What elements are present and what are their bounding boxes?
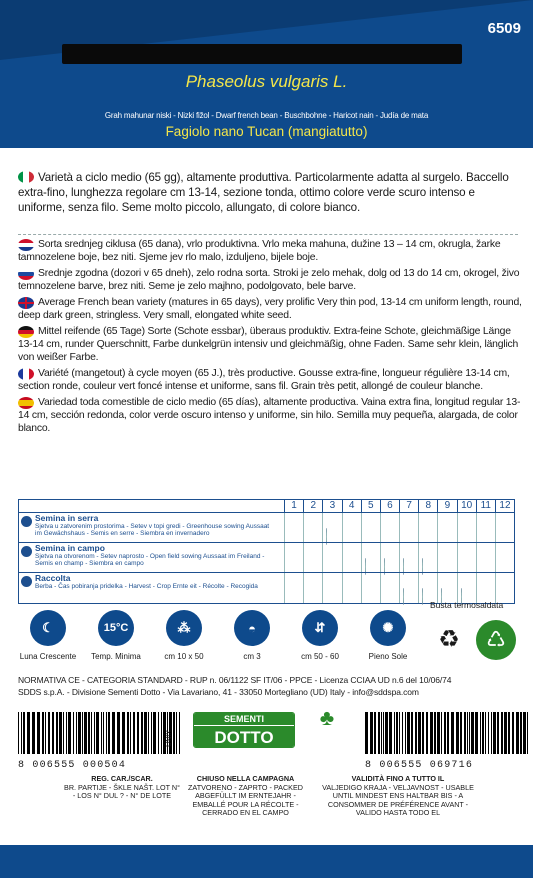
barcode-bar <box>523 712 526 754</box>
barcode-bar <box>91 712 92 754</box>
barcode-left <box>18 712 181 754</box>
calendar-cell <box>284 513 303 542</box>
hang-slot <box>62 44 462 64</box>
calendar-row-field: Semina in campo Sjetva na otvorenom - Setev naprosto - Open field sowing Aussaat im Freiland - Semis en champ - Siembra en campo <box>19 542 514 572</box>
barcode-bar <box>96 712 99 754</box>
icon-item: ✺ Pieno Sole <box>358 610 418 665</box>
clover-icon: ♣ <box>319 705 335 730</box>
calendar-cell <box>437 513 456 542</box>
barcode-bar <box>488 712 489 754</box>
barcode-bar <box>176 712 177 754</box>
barcode-bar <box>52 712 54 754</box>
translation-sl: Srednje zgodna (dozori v 65 dneh), zelo rodna sorta. Stroki je zelo mehak, dolg od 13 do 14 cm, okrogel, živo temnozelene barve, brez niti. Seme je zelo majhno, podolgovato, bele barve. <box>18 268 520 292</box>
calendar-cell <box>437 543 456 572</box>
greenhouse-icon <box>21 516 32 527</box>
calendar-cell <box>361 573 380 603</box>
calendar-cell <box>437 573 456 603</box>
barcode-bar <box>37 712 40 754</box>
translation-es: Variedad toda comestible de ciclo medio (65 días), altamente productiva. Vaina extra fina, longitud regular 13-14 cm, sección redonda, color verde oscuro intenso y uniforme, sin hilo. Semilla muy pequeña, alargada, de color blanco. <box>18 397 521 434</box>
barcode-bar <box>501 712 503 754</box>
calendar-cell <box>342 573 361 603</box>
moon-icon: ☾ <box>30 610 66 646</box>
barcode-bar <box>475 712 478 754</box>
regulatory-text: NORMATIVA CE - CATEGORIA STANDARD - RUP n. 06/1122 SF IT/06 - PPCE - Licenza CCIAA UD n.6 del 10/06/74 SDDS s.p.A. - Divisione Sementi Dotto - Via Lavariano, 41 - 33050 Mortegliano (UD) Italy - info@sddspa.com <box>18 675 452 697</box>
icon-item: ◓ cm 3 <box>222 610 282 665</box>
footer-band <box>0 845 533 878</box>
calendar-cell <box>495 513 514 542</box>
calendar-cell <box>322 513 341 542</box>
barcode-bar <box>512 712 514 754</box>
barcode-bar <box>101 712 102 754</box>
calendar-row-harvest: Raccolta Berba - Čas pobiranja pridelka - Harvest - Crop Ernte eit - Récolte - Recogida <box>19 572 514 603</box>
sementi-dotto-logo: SEMENTI DOTTO <box>193 712 295 748</box>
recycle-icon: ♺ <box>476 620 516 660</box>
temperature-icon: 15°C <box>98 610 134 646</box>
barcode-bar <box>467 712 468 754</box>
barcode-bar <box>434 712 436 754</box>
barcode-bar <box>23 712 25 754</box>
barcode-bar <box>45 712 46 754</box>
barcode-bar <box>482 712 484 754</box>
calendar-cell <box>361 543 380 572</box>
barcode-bar <box>63 712 64 754</box>
barcode-bar <box>504 712 507 754</box>
barcode-bar <box>402 712 403 754</box>
calendar-cell <box>476 573 495 603</box>
barcode-bar <box>68 712 71 754</box>
barcode-bar <box>381 712 382 754</box>
barcode-bar <box>73 712 74 754</box>
barcode-bar <box>426 712 428 754</box>
barcode-bar <box>399 712 400 754</box>
barcode-bar <box>444 712 446 754</box>
footer-lot: REG. CAR./SCAR. BR. PARTIJE - ŠKLE NAŠT. LOT N° - LOS N° DUL ? - N° DE LOTE <box>64 774 180 800</box>
barcode-bar <box>471 712 474 754</box>
calendar-cell <box>380 513 399 542</box>
sun-icon: ✺ <box>370 610 406 646</box>
calendar-cell <box>284 543 303 572</box>
barcode-bar <box>137 712 139 754</box>
barcode-bar <box>130 712 131 754</box>
barcode-bar <box>407 712 410 754</box>
barcode-bar <box>21 712 22 754</box>
barcode-bar <box>385 712 388 754</box>
barcode-bar <box>144 712 147 754</box>
barcode-bar <box>48 712 50 754</box>
barcode-bar <box>66 712 67 754</box>
calendar-cell <box>303 543 322 572</box>
busta-label: Busta termosaldata <box>430 600 504 610</box>
barcode-bar <box>103 712 104 754</box>
growing-icons <box>18 610 418 665</box>
calendar-dot <box>403 588 404 605</box>
icon-item: ⁂ cm 10 x 50 <box>154 610 214 665</box>
barcode-bar <box>42 712 44 754</box>
barcode-bar <box>485 712 486 754</box>
translation-hr: Sorta srednjeg ciklusa (65 dana), vrlo produktivna. Vrlo meka mahuna, dužine 13 – 14 cm, okrugla, žarke tamnozelene boje, bez niti. Sjeme jev rlo malo, izduljeno, bijele boje. <box>18 239 501 263</box>
barcode-bar <box>161 712 162 754</box>
barcode-bar <box>460 712 462 754</box>
barcode-bar <box>422 712 424 754</box>
barcode-bar <box>153 712 156 754</box>
barcode-bar <box>451 712 454 754</box>
calendar-cell <box>284 573 303 603</box>
description-it: Varietà a ciclo medio (65 gg), altamente produttiva. Particolarmente adatta al surgelo. Baccello extra-fino, lunghezza regolare cm 13-14, sezione tonda, ottimo colore verde scuro intenso e uniforme, senza filo. Seme molto piccolo, allungato, di colore bianco. <box>18 171 509 214</box>
calendar-cell <box>418 513 437 542</box>
barcode-left-number: 8 006555 000504 <box>18 760 127 771</box>
france-flag-icon <box>18 368 34 380</box>
barcode-bar <box>508 712 510 754</box>
harvest-icon <box>21 576 32 587</box>
barcode-bar <box>383 712 384 754</box>
icon-item: 15°C Temp. Minima <box>86 610 146 665</box>
calendar-cell <box>457 573 476 603</box>
tidyman-icon: ♻ <box>438 626 460 653</box>
calendar-dot <box>422 588 423 605</box>
calendar-cell <box>342 543 361 572</box>
barcode-bar <box>464 712 466 754</box>
barcode-bar <box>106 712 107 754</box>
barcode-bar <box>108 712 110 754</box>
barcode-bar <box>516 712 519 754</box>
translation-de: Mittel reifende (65 Tage) Sorte (Schote essbar), überaus produktiv. Extra-feine Schote, gleichmäßige Länge 13-14 cm, runder Querschnitt, Farbe dunkelgrün intensiv und gleichmäßig, ohne Faden. Same sehr klein, länglich von weißer Farbe. <box>18 326 519 363</box>
footer-validity: VALIDITÀ FINO A TUTTO IL VALJEDIGO KRAJA - VELJAVNOST - USABLE UNTIL MINDEST ENS HALTBAR BIS - A CONSOMMER DE PRÉFÉRENCE AVANT - VALIDO HASTA TODO EL <box>322 774 474 817</box>
barcode-bar <box>151 712 152 754</box>
barcode-bar <box>32 712 35 754</box>
slovenia-flag-icon <box>18 268 34 280</box>
barcode-bar <box>520 712 522 754</box>
barcode-bar <box>122 712 125 754</box>
barcode-bar <box>179 712 180 754</box>
calendar-row-greenhouse: Semina in serra Sjetva u zatvorenim prostorima - Setev v topi gredi - Greenhouse sowing Aussaat im Gewächshaus - Semis en serre - Siembra en invernadero <box>19 512 514 542</box>
barcode-bar <box>437 712 440 754</box>
icon-item: ⇵ cm 50 - 60 <box>290 610 350 665</box>
barcode-bar <box>365 712 368 754</box>
product-code: 6509 <box>487 20 521 37</box>
barcode-bar <box>430 712 433 754</box>
barcode-bar <box>158 712 159 754</box>
calendar-cell <box>418 543 437 572</box>
calendar-cell <box>399 513 418 542</box>
calendar-cell <box>476 513 495 542</box>
barcode-bar <box>405 712 406 754</box>
barcode-bar <box>447 712 449 754</box>
barcode-bar <box>148 712 149 754</box>
barcode-bar <box>133 712 135 754</box>
sowing-calendar <box>18 499 515 604</box>
barcode-right-number: 8 006555 069716 <box>365 760 474 771</box>
barcode-bar <box>469 712 470 754</box>
barcode-bar <box>18 712 19 754</box>
barcode-bar <box>56 712 58 754</box>
uk-flag-icon <box>18 297 34 309</box>
barcode-bar <box>27 712 30 754</box>
calendar-cell <box>399 573 418 603</box>
calendar-cell <box>495 573 514 603</box>
barcode-bar <box>141 712 143 754</box>
barcode-bar <box>396 712 398 754</box>
calendar-cell <box>476 543 495 572</box>
calendar-cell <box>322 543 341 572</box>
calendar-cell <box>495 543 514 572</box>
barcode-bar <box>497 712 499 754</box>
italy-flag-icon <box>18 171 34 183</box>
barcode-bar <box>411 712 413 754</box>
barcode-bar <box>480 712 481 754</box>
spain-flag-icon <box>18 397 34 409</box>
barcode-bar <box>441 712 442 754</box>
icon-item: ☾ Luna Crescente <box>18 610 78 665</box>
calendar-cell <box>322 573 341 603</box>
latin-name: Phaseolus vulgaris L. <box>185 72 348 91</box>
calendar-cell <box>380 573 399 603</box>
barcode-bar <box>415 712 417 754</box>
calendar-months: 1 2 3 4 5 6 7 8 9 10 11 12 <box>284 500 514 512</box>
barcode-bar <box>78 712 81 754</box>
barcode-bar <box>82 712 83 754</box>
calendar-cell <box>418 573 437 603</box>
common-names: Grah mahunar niski - Nizki fižol - Dwarf french bean - Buschbohne - Haricot nain - Judía de mata <box>104 111 429 120</box>
barcode-bar <box>378 712 380 754</box>
height-icon: ⇵ <box>302 610 338 646</box>
translation-en: Average French bean variety (matures in 65 days), very prolific Very thin pod, 13-14 cm uniform length, round, deep dark green, stringless. Very small, elongated white seed. <box>18 297 522 321</box>
barcode-right <box>365 712 530 754</box>
barcode-bar <box>418 712 421 754</box>
depth-icon: ◓ <box>234 610 270 646</box>
footer-packed: CHIUSO NELLA CAMPAGNA ZATVORENO - ZAPRTO - PACKED ABGEFÜLLT IM ERNTEJAHR - EMBALLÉ POUR LA RÉCOLTE - CERRADO EN EL CAMPO <box>188 774 303 817</box>
calendar-cell <box>342 513 361 542</box>
translations <box>18 238 523 438</box>
spacing-icon: ⁂ <box>166 610 202 646</box>
barcode-bar <box>173 712 175 754</box>
barcode-bar <box>59 712 62 754</box>
barcode-bar <box>127 712 129 754</box>
unix-label: UNIX <box>165 730 173 747</box>
calendar-cell <box>361 513 380 542</box>
barcode-bar <box>84 712 87 754</box>
barcode-bar <box>493 712 496 754</box>
barcode-bar <box>88 712 90 754</box>
calendar-cell <box>303 513 322 542</box>
translation-fr: Variété (mangetout) à cycle moyen (65 J.), très productive. Gousse extra-fine, longueur régulière 13-14 cm, section ronde, couleur vert foncé intense et uniforme, sans fil. Grain très petit, allongé de couleur blanche. <box>18 368 510 392</box>
barcode-bar <box>389 712 392 754</box>
croatia-flag-icon <box>18 239 34 251</box>
calendar-cell <box>380 543 399 572</box>
barcode-bar <box>394 712 395 754</box>
product-title: Fagiolo nano Tucan (mangiatutto) <box>165 124 368 139</box>
barcode-bar <box>76 712 77 754</box>
calendar-cell <box>303 573 322 603</box>
calendar-cell <box>457 513 476 542</box>
calendar-cell <box>457 543 476 572</box>
barcode-bar <box>94 712 95 754</box>
divider <box>18 234 518 235</box>
calendar-cell <box>399 543 418 572</box>
barcode-bar <box>117 712 120 754</box>
barcode-bar <box>374 712 376 754</box>
barcode-bar <box>491 712 492 754</box>
barcode-bar <box>456 712 459 754</box>
barcode-bar <box>370 712 373 754</box>
field-sowing-icon <box>21 546 32 557</box>
barcode-bar <box>527 712 528 754</box>
barcode-bar <box>112 712 115 754</box>
germany-flag-icon <box>18 326 34 338</box>
